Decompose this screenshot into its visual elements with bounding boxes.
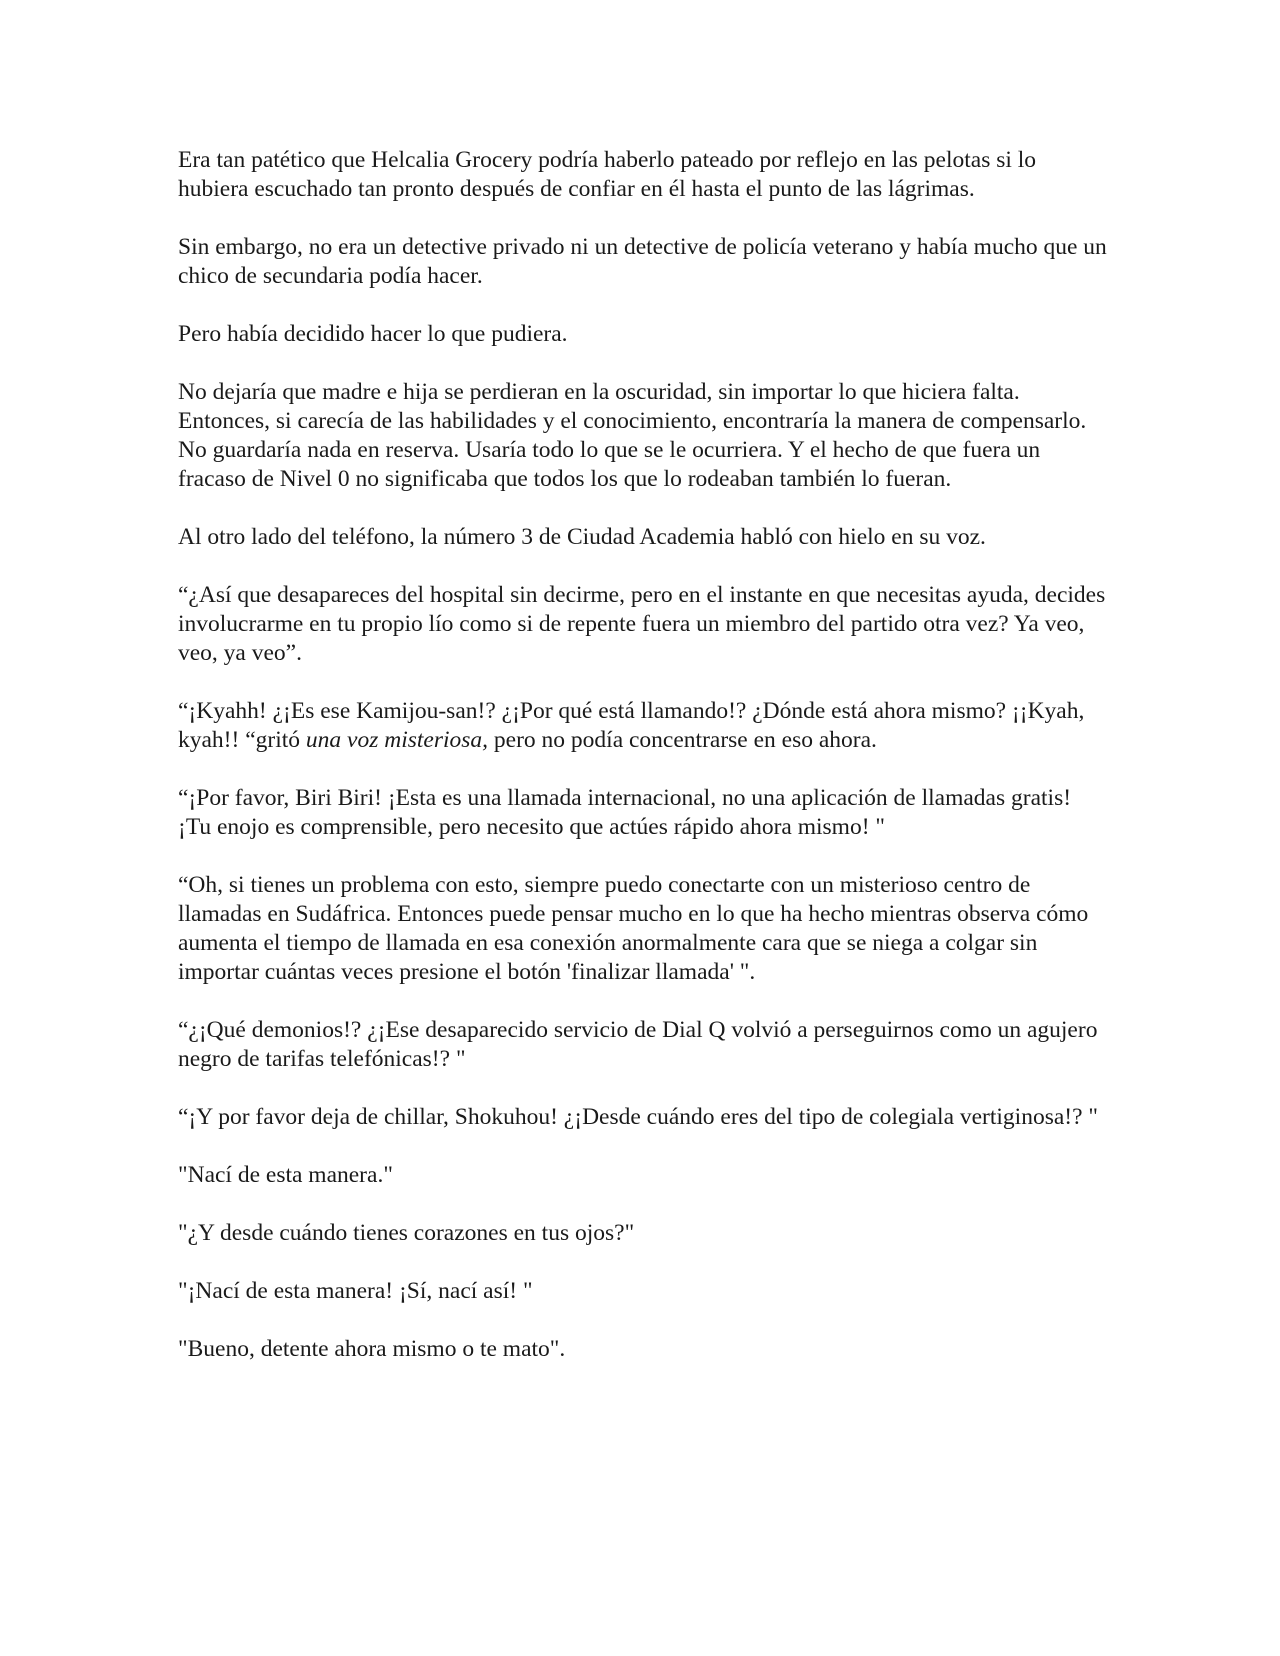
paragraph: "Nací de esta manera." (178, 1162, 393, 1188)
paragraph: “¡Y por favor deja de chillar, Shokuhou! ¿¡Desde cuándo eres del tipo de colegiala vertiginosa!? " (178, 1104, 1099, 1130)
paragraph: Era tan patético que Helcalia Grocery podría haberlo pateado por reflejo en las pelotas si lo hubiera escuchado tan pronto después de confiar en él hasta el punto de las lágrimas. (178, 147, 1037, 202)
paragraph: “¿¡Qué demonios!? ¿¡Ese desaparecido servicio de Dial Q volvió a perseguirnos como un agujero negro de tarifas telefónicas!? " (178, 1017, 1098, 1072)
document-body (178, 146, 1108, 1393)
paragraph: "¿Y desde cuándo tienes corazones en tus ojos?" (178, 1220, 635, 1246)
paragraph: "Bueno, detente ahora mismo o te mato". (178, 1336, 566, 1362)
paragraph: “¿Así que desapareces del hospital sin decirme, pero en el instante en que necesitas ayuda, decides involucrarme en tu propio lío como si de repente fuera un miembro del partido otra vez? Ya veo, veo, ya veo”. (178, 582, 1106, 666)
paragraph: “¡Por favor, Biri Biri! ¡Esta es una llamada internacional, no una aplicación de llamadas gratis! ¡Tu enojo es comprensible, pero necesito que actúes rápido ahora mismo! " (178, 785, 1072, 840)
paragraph: “Oh, si tienes un problema con esto, siempre puedo conectarte con un misterioso centro de llamadas en Sudáfrica. Entonces puede pensar mucho en lo que ha hecho mientras observa cómo aumenta el tiempo de llamada en esa conexión anormalmente cara que se niega a colgar sin importar cuántas veces presione el botón 'finalizar llamada' ". (178, 872, 1089, 985)
paragraph: Pero había decidido hacer lo que pudiera. (178, 321, 568, 347)
paragraph: Sin embargo, no era un detective privado ni un detective de policía veterano y había mucho que un chico de secundaria podía hacer. (178, 234, 1107, 289)
paragraph: "¡Nací de esta manera! ¡Sí, nací así! " (178, 1278, 533, 1304)
paragraph-text-before: “¡Kyahh! ¿¡Es ese Kamijou-san!? ¿¡Por qué está llamando!? ¿Dónde está ahora mismo? ¡¡Kyah, kyah!! “gritó (178, 698, 1085, 753)
paragraph (178, 697, 1108, 755)
paragraph: No dejaría que madre e hija se perdieran en la oscuridad, sin importar lo que hiciera falta. Entonces, si carecía de las habilidades y el conocimiento, encontraría la manera de compensarlo. No guardaría nada en reserva. Usaría todo lo que se le ocurriera. Y el hecho de que fuera un fracaso de Nivel 0 no significaba que todos los que lo rodeaban también lo fueran. (178, 379, 1087, 492)
paragraph-italic-text: una voz misteriosa, (305, 727, 489, 753)
paragraph: Al otro lado del teléfono, la número 3 de Ciudad Academia habló con hielo en su voz. (178, 524, 986, 550)
paragraph-text-after: pero no podía concentrarse en eso ahora. (488, 727, 877, 753)
